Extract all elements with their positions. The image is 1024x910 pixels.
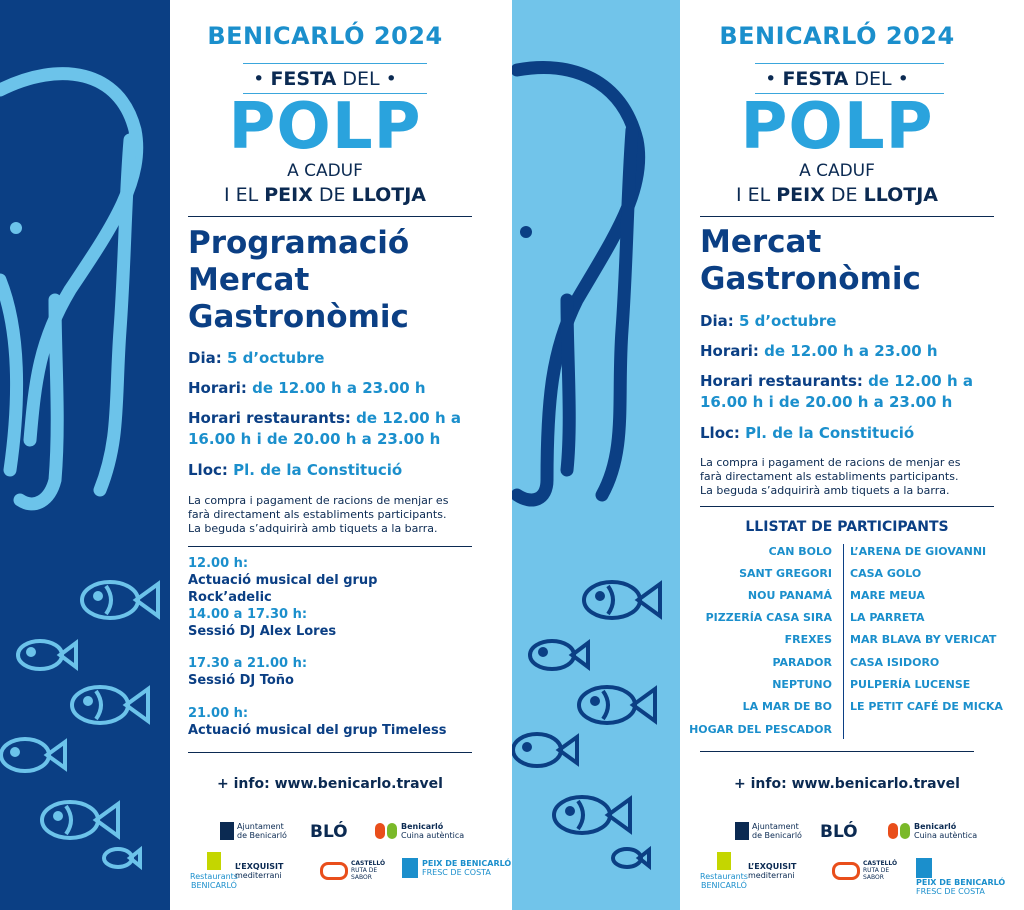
separator <box>188 546 472 547</box>
cuina-logo: Benicarló Cuina autèntica <box>888 822 977 840</box>
participant-item: MAR BLAVA BY VERICAT <box>850 633 997 646</box>
octopus-illustration <box>512 0 680 910</box>
right-octopus-panel <box>512 0 680 910</box>
festa-line: • FESTA DEL • <box>253 68 397 90</box>
header-title: BENICARLÓ 2024 <box>719 22 955 50</box>
program-title-2: Mercat <box>188 262 310 298</box>
participant-item: L’ARENA DE GIOVANNI <box>850 545 987 558</box>
market-title-2: Gastronòmic <box>700 261 921 297</box>
more-info-link[interactable]: + info: www.benicarlo.travel <box>734 776 960 792</box>
lloc-info: Lloc: Pl. de la Constitució <box>700 424 915 442</box>
dia-info: Dia: 5 d’octubre <box>700 312 837 330</box>
participant-item: LE PETIT CAFÉ DE MICKA <box>850 700 1003 713</box>
participant-item: CASA GOLO <box>850 567 922 580</box>
participant-item: NEPTUNO <box>772 678 832 691</box>
participant-item: SANT GREGORI <box>739 567 832 580</box>
fish-icons <box>1 582 158 867</box>
lloc-info: Lloc: Pl. de la Constitució <box>188 461 403 479</box>
caduf-line: A CADUF <box>799 161 875 181</box>
polp-title: POLP <box>228 90 422 164</box>
purchase-note: La compra i pagament de racions de menjar es farà directament als establiments participants. La beguda s’adquirirà amb tiquets a la barra. <box>188 494 449 535</box>
restaurant-hours-info: Horari restaurants: de 12.00 h a 16.00 h i de 20.00 h a 23.00 h <box>700 372 973 411</box>
participant-item: PIZZERÍA CASA SIRA <box>705 611 832 624</box>
horari-info: Horari: de 12.00 h a 23.00 h <box>700 342 938 360</box>
peix-benicarlo-logo: PEIX DE BENICARLÓ FRESC DE COSTA <box>402 858 511 878</box>
polp-title: POLP <box>740 90 934 164</box>
participant-item: CASA ISIDORO <box>850 656 940 669</box>
event-item: 14.00 a 17.30 h: Sessió DJ Alex Lores <box>188 607 337 639</box>
separator <box>700 216 994 217</box>
blo-logo: BLÓ <box>310 822 348 842</box>
restaurants-logo: Restaurants BENICARLÓ <box>700 852 748 890</box>
more-info-link[interactable]: + info: www.benicarlo.travel <box>217 776 443 792</box>
exquisit-logo: L’EXQUISIT mediterrani <box>748 862 797 880</box>
divider <box>243 63 427 64</box>
restaurant-hours-info: Horari restaurants: de 12.00 h a 16.00 h i de 20.00 h a 23.00 h <box>188 409 461 448</box>
event-item: 17.30 a 21.00 h: Sessió DJ Toño <box>188 656 308 688</box>
caduf-line: A CADUF <box>287 161 363 181</box>
right-participants-panel <box>680 0 1024 910</box>
ajuntament-logo: Ajuntament de Benicarló <box>220 822 287 840</box>
left-program-panel <box>170 0 512 910</box>
participant-item: CAN BOLO <box>768 545 832 558</box>
left-octopus-panel <box>0 0 170 910</box>
separator <box>700 506 994 507</box>
castello-logo: CASTELLÓ RUTA DE SABOR <box>832 860 897 881</box>
blo-logo: BLÓ <box>820 822 858 842</box>
program-title-3: Gastronòmic <box>188 299 409 335</box>
separator <box>188 752 472 753</box>
divider <box>755 63 944 64</box>
cuina-logo: Benicarló Cuina autèntica <box>375 822 464 840</box>
horari-info: Horari: de 12.00 h a 23.00 h <box>188 379 426 397</box>
participant-item: MARE MEUA <box>850 589 925 602</box>
castello-logo: CASTELLÓ RUTA DE SABOR <box>320 860 385 881</box>
participant-item: PARADOR <box>772 656 832 669</box>
exquisit-logo: L’EXQUISIT mediterrani <box>235 862 284 880</box>
ajuntament-logo: Ajuntament de Benicarló <box>735 822 802 840</box>
purchase-note: La compra i pagament de racions de menjar es farà directament als establiments participants. La beguda s’adquirirà amb tiquets a la barra. <box>700 456 961 497</box>
event-item: 21.00 h: Actuació musical del grup Timeless <box>188 706 447 738</box>
header-title: BENICARLÓ 2024 <box>207 22 443 50</box>
festa-line: • FESTA DEL • <box>765 68 909 90</box>
participant-item: LA MAR DE BO <box>742 700 832 713</box>
fish-icons <box>513 582 660 867</box>
separator <box>700 751 974 752</box>
participant-item: PULPERÍA LUCENSE <box>850 678 971 691</box>
program-title-1: Programació <box>188 225 410 261</box>
octopus-illustration <box>0 0 170 910</box>
peix-benicarlo-logo: PEIX DE BENICARLÓ FRESC DE COSTA <box>916 858 1024 896</box>
column-divider <box>843 544 844 739</box>
peix-line: I EL PEIX DE LLOTJA <box>735 184 939 206</box>
market-title-1: Mercat <box>700 224 822 260</box>
event-item: 12.00 h: Actuació musical del grup Rock’adelic <box>188 556 378 605</box>
peix-line: I EL PEIX DE LLOTJA <box>223 184 427 206</box>
participant-item: FREXES <box>784 633 832 646</box>
participants-title: LLISTAT DE PARTICIPANTS <box>745 519 949 535</box>
restaurants-logo: Restaurants BENICARLÓ <box>190 852 238 890</box>
participant-item: NOU PANAMÁ <box>747 589 832 602</box>
participant-item: HOGAR DEL PESCADOR <box>689 723 832 736</box>
dia-info: Dia: 5 d’octubre <box>188 349 325 367</box>
separator <box>188 216 472 217</box>
participant-item: LA PARRETA <box>850 611 925 624</box>
